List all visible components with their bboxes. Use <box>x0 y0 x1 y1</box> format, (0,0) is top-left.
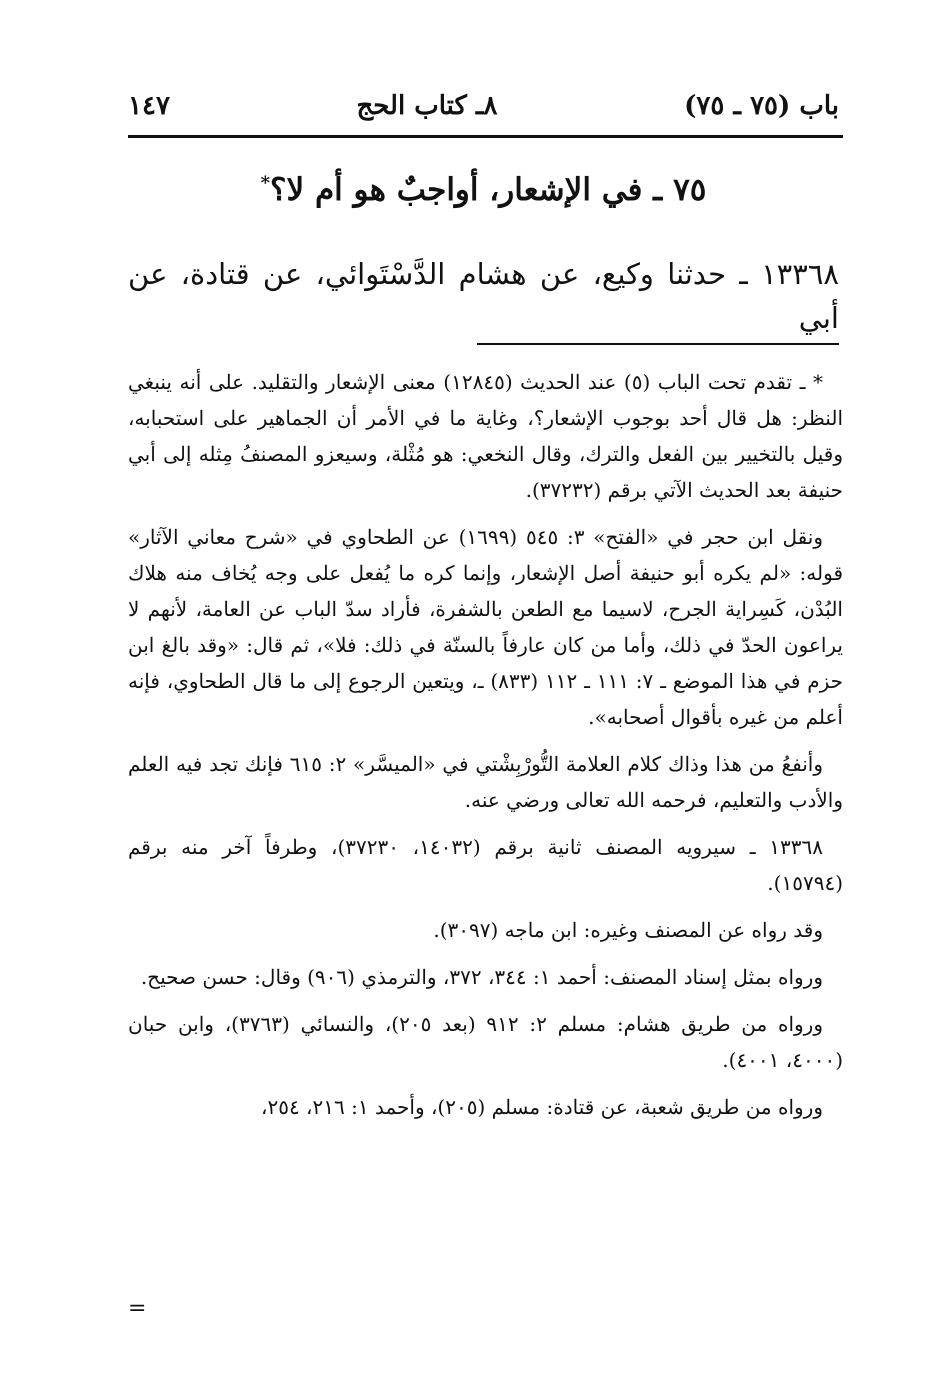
footnote-paragraph: ١٣٣٦٨ ـ سيرويه المصنف ثانية برقم (١٤٠٣٢، ٣٧٢٣٠)، وطرفاً آخر منه برقم (١٥٧٩٤). <box>128 835 843 895</box>
footnote-paragraph: ونقل ابن حجر في «الفتح» ٣: ٥٤٥ (١٦٩٩) عن الطحاوي في «شرح معاني الآثار» قوله: «لم يكره أبو حنيفة أصل الإشعار، وإنما كره ما يُفعل على وجه يُخاف منه هلاك البُدْن، كَسِراية الجرح، لاسيما مع الطعن بالشفرة، فأراد سدّ الباب عن العامة، لأنهم لا يراعون الحدّ في ذلك، وأما من كان عارفاً بالسنّة في ذلك: فلا»، ثم قال: «وقد بالغ ابن حزم في هذا الموضع ـ ٧: ١١١ ـ ١١٢ (٨٣٣) ـ، ويتعين الرجوع إلى ما قال الطحاوي، فإنه أعلم من غيره بأقوال أصحابه». <box>128 525 843 729</box>
running-header <box>128 86 839 126</box>
chapter-heading <box>128 172 839 208</box>
footnotes <box>128 364 843 1136</box>
footnote-paragraph: وقد رواه عن المصنف وغيره: ابن ماجه (٣٠٩٧). <box>433 918 823 942</box>
footnote-rule <box>477 343 839 345</box>
footnote-paragraph: ورواه بمثل إسناد المصنف: أحمد ١: ٣٤٤، ٣٧٢، والترمذي (٩٠٦) وقال: حسن صحيح. <box>140 965 823 989</box>
footnote-paragraph: ورواه من طريق شعبة، عن قتادة: مسلم (٢٠٥)، وأحمد ١: ٢١٦، ٢٥٤، <box>261 1095 823 1119</box>
book-title: ٨ـ كتاب الحج <box>356 91 498 121</box>
header-rule <box>128 135 843 138</box>
chapter-title: ٧٥ ـ في الإشعار، أواجبٌ هو أم لا؟ <box>270 172 707 208</box>
continuation-mark: = <box>128 1296 147 1321</box>
page-number: ١٤٧ <box>128 91 170 121</box>
hadith-text: ١٣٣٦٨ ـ حدثنا وكيع، عن هشام الدَّسْتَوائي، عن قتادة، عن أبي <box>128 257 839 335</box>
footnote-paragraph: * ـ تقدم تحت الباب (٥) عند الحديث (١٢٨٤٥) معنى الإشعار والتقليد. على أنه ينبغي النظر: هل قال أحد بوجوب الإشعار؟، وغاية ما في الأمر أن الجماهير على استحبابه، وقيل بالتخيير بين الفعل والترك، وقال النخعي: هو مُثْلة، وسيعزو المصنفُ مِثله إلى أبي حنيفة بعد الحديث الآتي برقم (٣٧٢٣٢). <box>128 370 843 502</box>
footnote-paragraph: وأنفعُ من هذا وذاك كلام العلامة التُّورْبِشْتي في «الميسَّر» ٢: ٦١٥ فإنك تجد فيه العلم والأدب والتعليم، فرحمه الله تعالى ورضي عنه. <box>128 752 843 812</box>
footnote-paragraph: ورواه من طريق هشام: مسلم ٢: ٩١٢ (بعد ٢٠٥)، والنسائي (٣٧٦٣)، وابن حبان (٤٠٠٠، ٤٠٠١). <box>128 1012 843 1072</box>
chapter-reference: باب (٧٥ ـ ٧٥) <box>684 91 839 121</box>
chapter-note-mark: * <box>260 172 271 194</box>
